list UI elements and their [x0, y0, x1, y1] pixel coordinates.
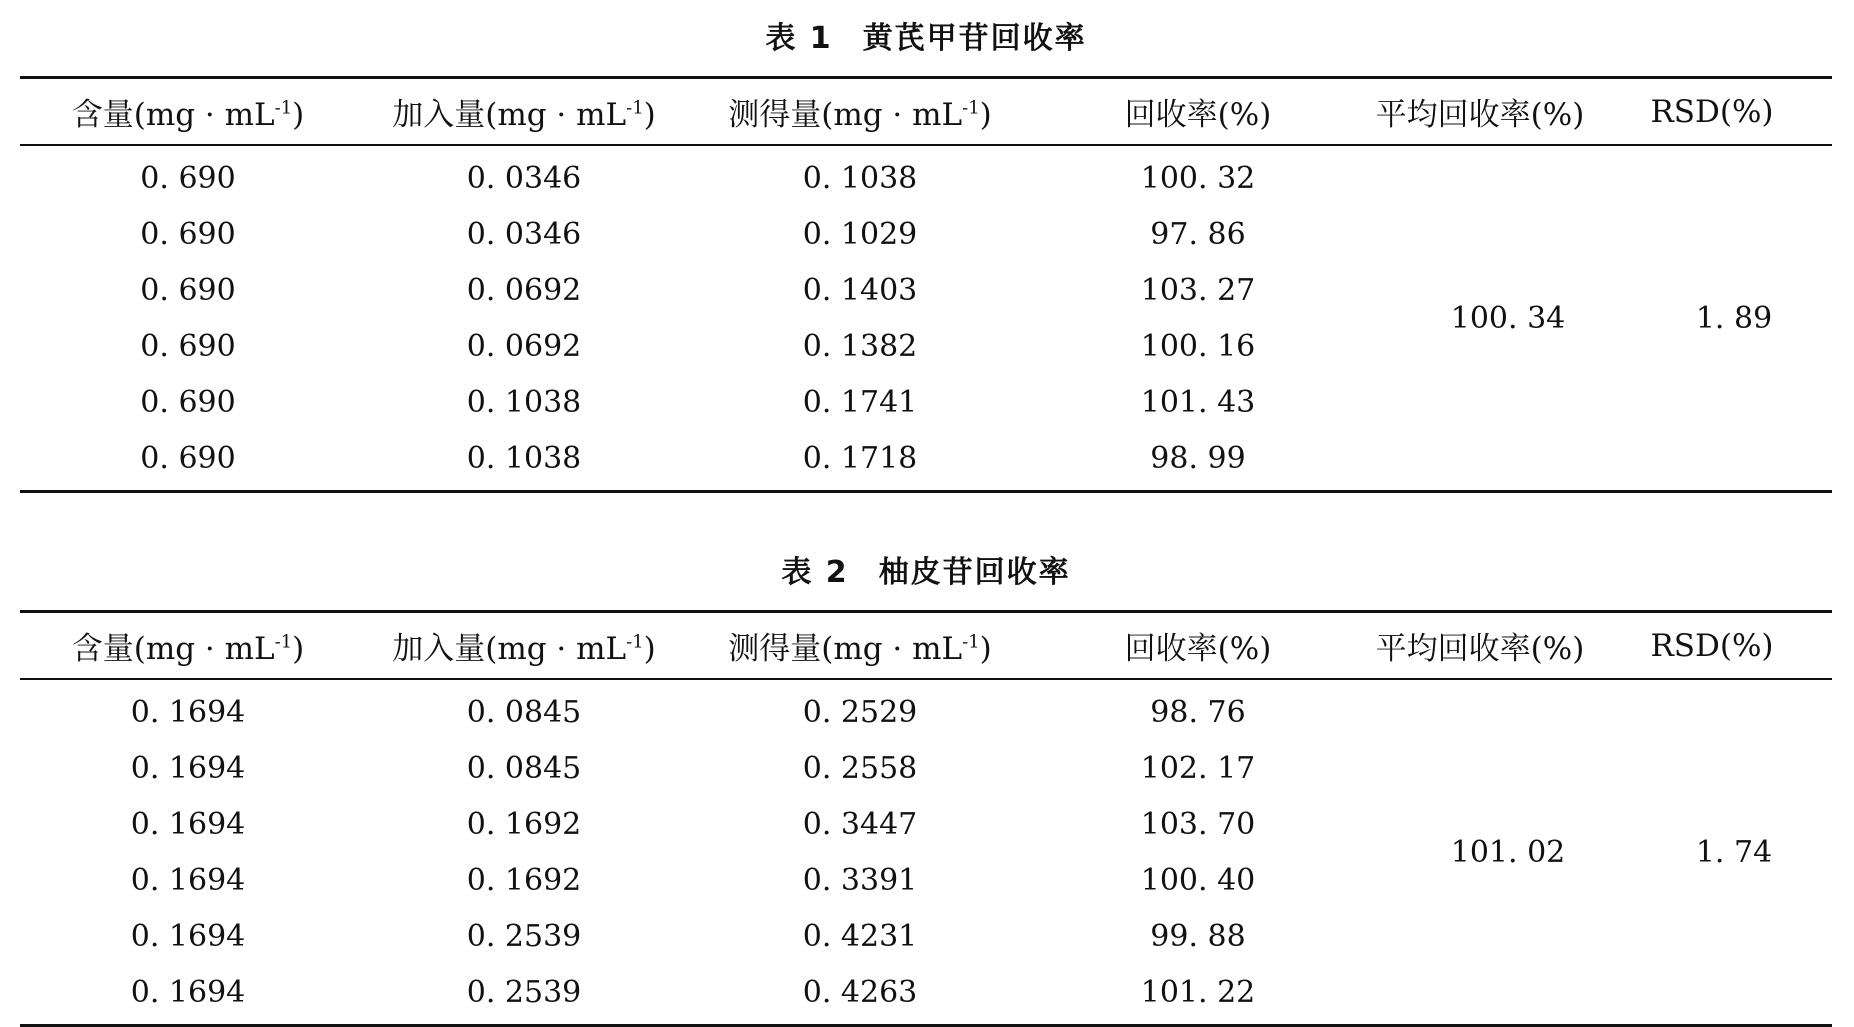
cell-added: 0. 1038	[466, 384, 582, 420]
table-title: 黄芪甲苷回收率	[862, 21, 1087, 56]
text: )	[979, 97, 992, 133]
cell-added: 0. 0346	[466, 160, 582, 196]
cell-measured: 0. 2529	[802, 694, 918, 730]
header-added	[356, 89, 692, 134]
rsd-value: 1. 89	[1695, 300, 1773, 336]
table-caption	[20, 14, 1832, 76]
cell-recovery: 100. 40	[1140, 862, 1256, 898]
text: )	[643, 631, 656, 667]
rsd-value: 1. 74	[1695, 834, 1773, 870]
cell-added: 0. 1038	[466, 440, 582, 476]
cell-content: 0. 690	[140, 328, 236, 364]
cell-content: 0. 1694	[130, 750, 246, 786]
cell-added: 0. 0845	[466, 694, 582, 730]
header-rsd: RSD(%)	[1650, 627, 1774, 664]
bottom-rule	[20, 490, 1832, 493]
cell-content: 0. 1694	[130, 806, 246, 842]
cell-content: 0. 690	[140, 384, 236, 420]
cell-content: 0. 690	[140, 272, 236, 308]
cell-recovery: 101. 43	[1140, 384, 1256, 420]
text: )	[292, 631, 305, 667]
cell-measured: 0. 1741	[802, 384, 918, 420]
cell-measured: 0. 3447	[802, 806, 918, 842]
cell-recovery: 98. 99	[1150, 440, 1246, 476]
cell-added: 0. 0845	[466, 750, 582, 786]
text: )	[643, 97, 656, 133]
cell-content: 0. 690	[140, 440, 236, 476]
cell-added: 0. 2539	[466, 974, 582, 1010]
table-header-row	[20, 79, 1832, 144]
cell-content: 0. 1694	[130, 694, 246, 730]
text: -1	[626, 631, 644, 653]
text: 测得量(mg · mL	[728, 97, 963, 133]
table-number: 表 2	[781, 555, 849, 590]
cell-recovery: 99. 88	[1150, 918, 1246, 954]
mean-recovery-value: 101. 02	[1450, 834, 1566, 870]
header-content	[20, 623, 356, 668]
text: -1	[274, 97, 293, 119]
text: )	[292, 97, 305, 133]
text: 含量(mg · mL	[71, 97, 275, 133]
header-added	[356, 623, 692, 668]
header-measured	[692, 89, 1028, 134]
cell-added: 0. 2539	[466, 918, 582, 954]
text: -1	[962, 631, 980, 653]
cell-content: 0. 690	[140, 160, 236, 196]
text: -1	[962, 97, 980, 119]
cell-recovery: 102. 17	[1140, 750, 1256, 786]
cell-recovery: 100. 16	[1140, 328, 1256, 364]
cell-added: 0. 0692	[466, 328, 582, 364]
cell-recovery: 100. 32	[1140, 160, 1256, 196]
header-rsd: RSD(%)	[1650, 93, 1774, 130]
text: )	[979, 631, 992, 667]
cell-recovery: 101. 22	[1140, 974, 1256, 1010]
header-mean-recovery: 平均回收率(%)	[1375, 97, 1585, 133]
table-caption	[20, 548, 1832, 610]
cell-measured: 0. 4231	[802, 918, 918, 954]
table-header-row	[20, 613, 1832, 678]
cell-recovery: 103. 70	[1140, 806, 1256, 842]
header-recovery: 回收率(%)	[1124, 97, 1272, 133]
text: -1	[626, 97, 644, 119]
table-title: 柚皮苷回收率	[878, 555, 1071, 590]
cell-added: 0. 1692	[466, 862, 582, 898]
cell-measured: 0. 1718	[802, 440, 918, 476]
header-content	[20, 89, 356, 134]
cell-recovery: 103. 27	[1140, 272, 1256, 308]
header-mean-recovery: 平均回收率(%)	[1375, 631, 1585, 667]
recovery-table-2	[20, 548, 1832, 1027]
table-body	[20, 146, 1832, 490]
cell-measured: 0. 1382	[802, 328, 918, 364]
mean-recovery-value: 100. 34	[1450, 300, 1566, 336]
table-body	[20, 680, 1832, 1024]
text: 加入量(mg · mL	[392, 97, 627, 133]
cell-added: 0. 0692	[466, 272, 582, 308]
header-recovery: 回收率(%)	[1124, 631, 1272, 667]
cell-content: 0. 1694	[130, 918, 246, 954]
header-measured	[692, 623, 1028, 668]
cell-added: 0. 1692	[466, 806, 582, 842]
cell-content: 0. 1694	[130, 862, 246, 898]
cell-content: 0. 690	[140, 216, 236, 252]
cell-measured: 0. 1029	[802, 216, 918, 252]
text: -1	[274, 631, 293, 653]
text: 含量(mg · mL	[71, 631, 275, 667]
cell-measured: 0. 2558	[802, 750, 918, 786]
cell-measured: 0. 1403	[802, 272, 918, 308]
cell-added: 0. 0346	[466, 216, 582, 252]
text: 测得量(mg · mL	[728, 631, 963, 667]
cell-content: 0. 1694	[130, 974, 246, 1010]
cell-measured: 0. 3391	[802, 862, 918, 898]
cell-measured: 0. 4263	[802, 974, 918, 1010]
cell-recovery: 98. 76	[1150, 694, 1246, 730]
text: 加入量(mg · mL	[392, 631, 627, 667]
table-number: 表 1	[765, 21, 833, 56]
recovery-table-1	[20, 14, 1832, 493]
cell-recovery: 97. 86	[1150, 216, 1246, 252]
cell-measured: 0. 1038	[802, 160, 918, 196]
